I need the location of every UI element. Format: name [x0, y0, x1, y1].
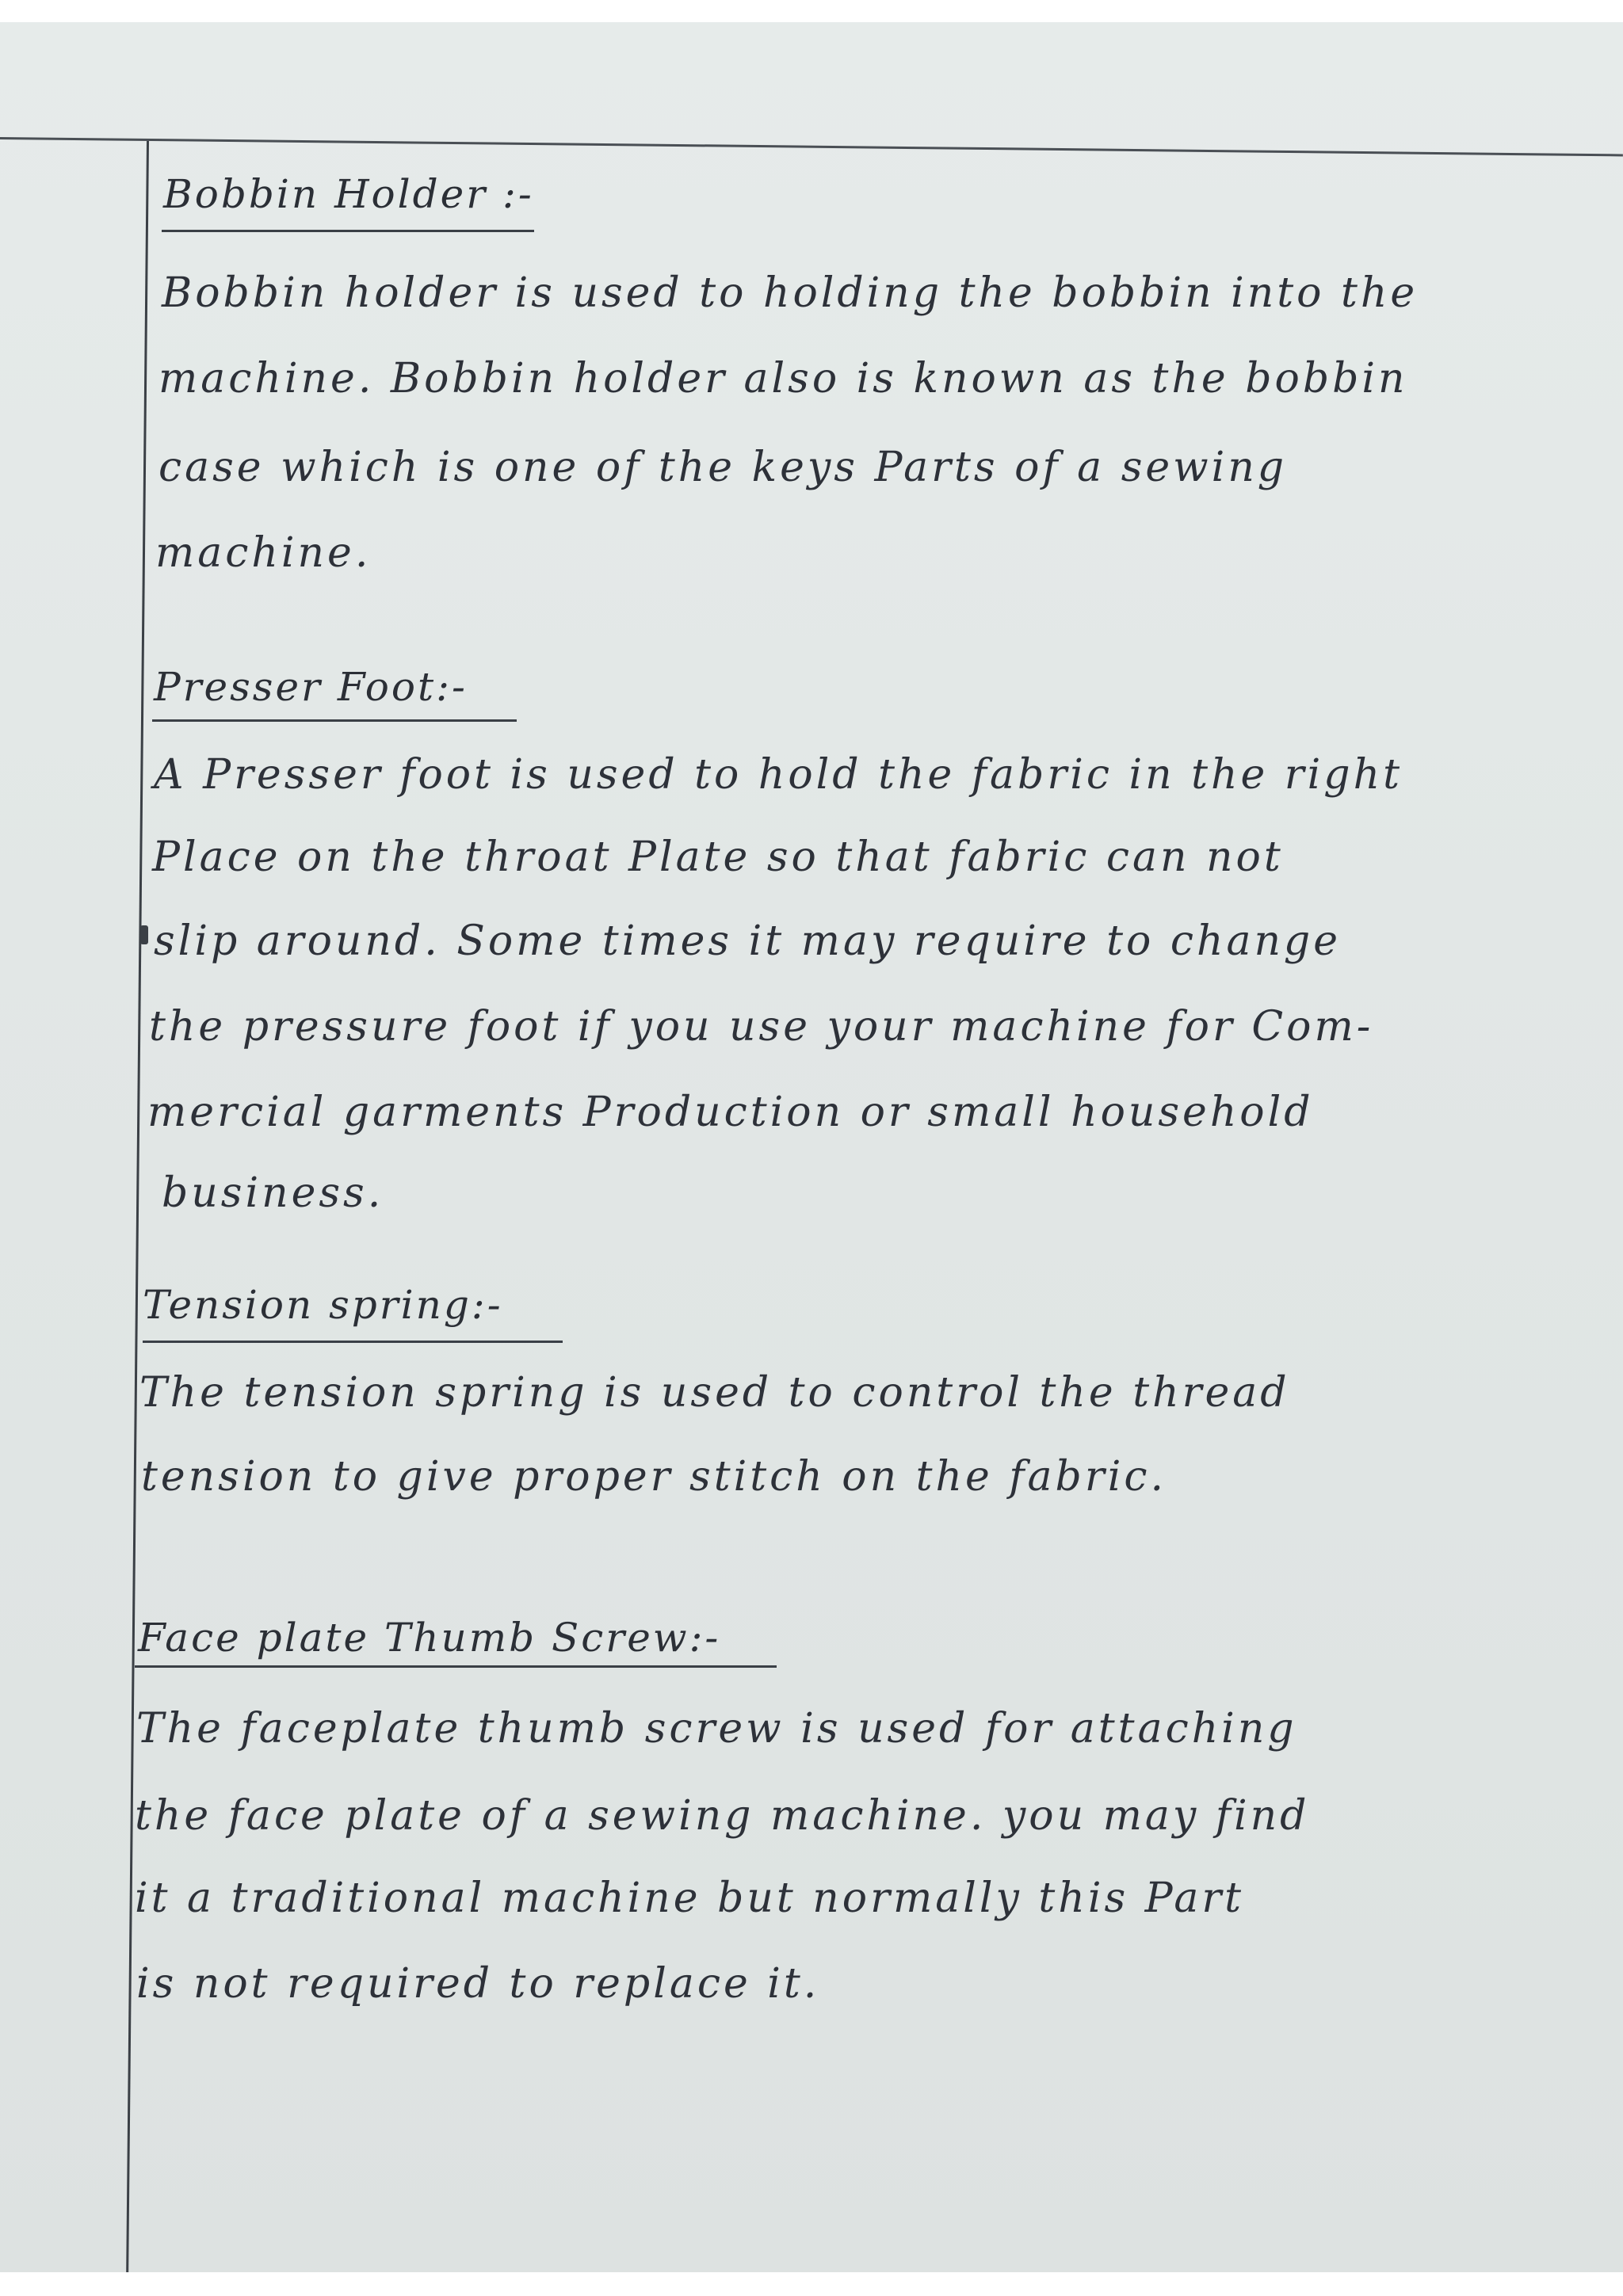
heading-underline — [143, 1341, 563, 1343]
heading-underline — [135, 1665, 777, 1668]
body-line: slip around. Some times it may require to change — [154, 917, 1341, 965]
section-heading: Bobbin Holder :- — [163, 171, 534, 217]
body-line: The faceplate thumb screw is used for attaching — [136, 1705, 1297, 1753]
body-line: the pressure foot if you use your machine for Com- — [149, 1003, 1374, 1051]
top-margin-rule — [0, 137, 1623, 156]
margin-tick-mark — [140, 925, 148, 944]
page-bottom-edge — [0, 2272, 1623, 2296]
body-line: tension to give proper stitch on the fabric. — [141, 1453, 1167, 1501]
body-line: the face plate of a sewing machine. you may find — [135, 1792, 1310, 1840]
body-line: The tension spring is used to control the thread — [139, 1369, 1290, 1417]
body-line: it a traditional machine but normally this Part — [135, 1875, 1245, 1922]
body-line: business. — [162, 1169, 384, 1217]
heading-underline — [162, 230, 534, 232]
heading-underline — [152, 719, 517, 722]
section-heading: Tension spring:- — [143, 1282, 503, 1328]
section-heading: Presser Foot:- — [154, 664, 468, 710]
body-line: Bobbin holder is used to holding the bobbin into the — [162, 269, 1419, 317]
body-line: is not required to replace it. — [136, 1960, 820, 2008]
body-line: mercial garments Production or small household — [147, 1089, 1314, 1136]
body-line: machine. — [155, 529, 372, 577]
notebook-page — [0, 22, 1623, 2272]
section-heading: Face plate Thumb Screw:- — [138, 1615, 721, 1661]
body-line: machine. Bobbin holder also is known as the bobbin — [158, 355, 1408, 402]
left-margin-rule — [126, 141, 149, 2272]
body-line: Place on the throat Plate so that fabric can not — [152, 833, 1284, 881]
body-line: case which is one of the keys Parts of a sewing — [158, 444, 1288, 491]
body-line: A Presser foot is used to hold the fabric in the right — [154, 751, 1403, 799]
